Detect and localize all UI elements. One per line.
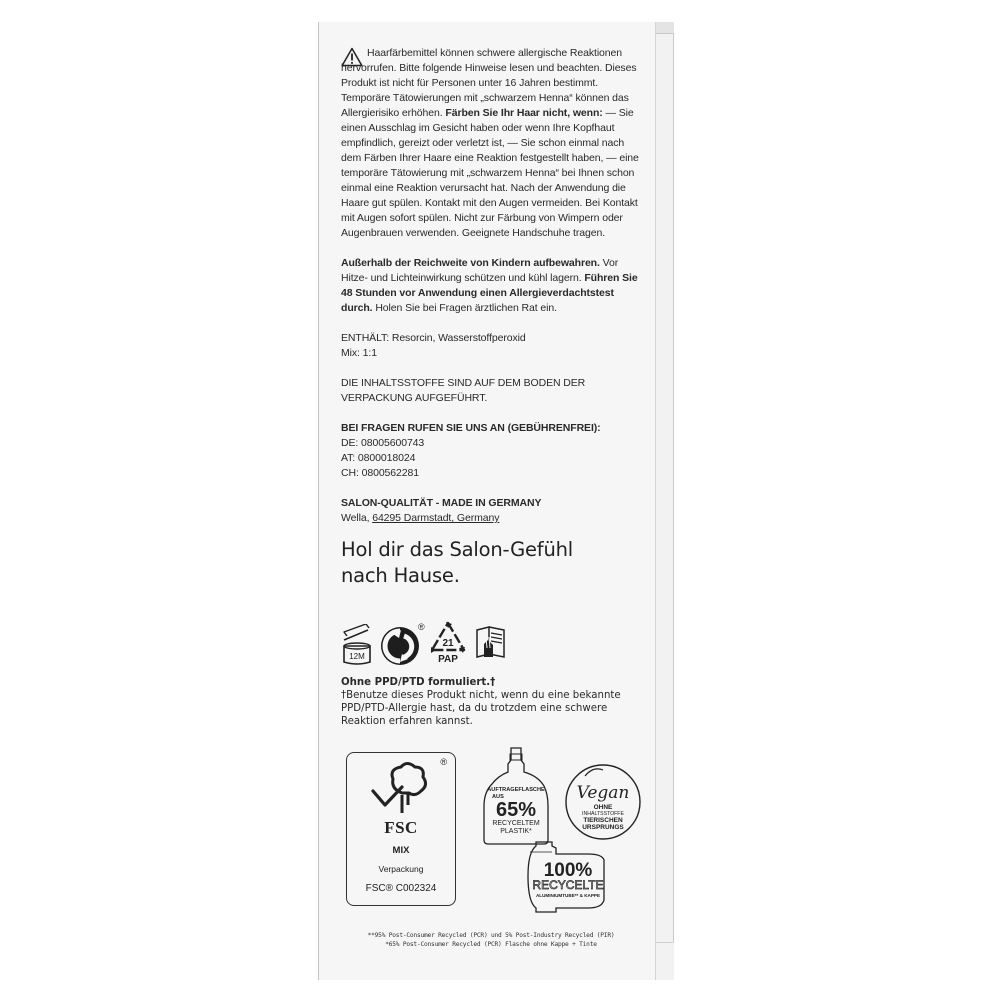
- fsc-tree-icon: [369, 761, 435, 817]
- vegan-badge: [563, 762, 643, 842]
- fsc-label: FSC: [384, 818, 418, 837]
- bottle-line2: AUS: [492, 794, 504, 800]
- open-jar-12m-icon: [340, 624, 374, 666]
- vegan-line1: OHNE: [593, 804, 613, 811]
- recycling-pap-icon: [428, 620, 468, 664]
- fsc-badge: [346, 752, 456, 906]
- registered-mark: ®: [418, 622, 425, 632]
- tube-line1: RECYCELTE: [532, 878, 604, 892]
- read-instructions-icon: [474, 624, 508, 660]
- mix-line: Mix: 1:1: [341, 347, 377, 359]
- bottle-percent: 65%: [495, 799, 537, 821]
- tube-percent: 100%: [543, 860, 593, 881]
- package-flap-bottom: [656, 942, 674, 980]
- recycled-tube-badge: [522, 838, 614, 914]
- package-side-flap: [656, 22, 674, 980]
- recycled-bottle-badge: [478, 744, 554, 848]
- address-link[interactable]: 64295 Darmstadt, Germany: [372, 512, 500, 524]
- pao-label: 12M: [349, 652, 365, 661]
- warning-paragraph: Haarfärbemittel können schwere allergische Reaktionen hervorrufen. Bitte folgende Hinweise lesen und beachten. Dieses Produkt ist nicht für Personen unter 16 Jahren bestimmt. Temporäre Tätowierungen mit „schwarzem Henna“ können das Allergierisiko erhöhen. Färben Sie Ihr Haar nicht, wenn: — Sie einen Ausschlag im Gesicht haben oder wenn Ihre Kopfhaut empfindlich, gereizt oder verletzt ist, — Sie schon einmal nach dem Färben Ihrer Haare eine Reaktion festgestellt haben, — eine temporäre Tätowierung mit „schwarzem Henna“ bei Ihnen schon einmal eine Reaktion verursacht hat. Nach der Anwendung die Haare gut spülen. Kontakt mit den Augen vermeiden. Bei Kontakt mit Augen sofort spülen. Nicht zur Färbung von Wimpern oder Augenbrauen verwenden. Geeignete Handschuhe tragen.: [341, 47, 639, 239]
- contact-ch: CH: 0800562281: [341, 467, 419, 479]
- recycle-code: 21: [442, 638, 454, 649]
- fsc-mix: MIX: [392, 845, 410, 856]
- vegan-line4: URSPRUNGS: [582, 824, 624, 831]
- vegan-word: Vegan: [576, 783, 630, 803]
- contact-heading: BEI FRAGEN RUFEN SIE UNS AN (GEBÜHRENFREI):: [341, 422, 601, 434]
- package-flap-top: [656, 22, 674, 34]
- ppd-notice: Ohne PPD/PTD formuliert.† †Benutze dieses Produkt nicht, wenn du eine bekannte PPD/PTD-Allergie hast, da du trotzdem eine schwere Reaktion erfahren kannst.: [341, 677, 621, 727]
- fsc-verpackung: Verpackung: [378, 864, 424, 874]
- package-text: [341, 46, 641, 526]
- contact-de: DE: 08005600743: [341, 437, 425, 449]
- vegan-line3: TIERISCHEN: [583, 817, 623, 824]
- vegan-line2: INHALTSSTOFFE: [582, 811, 624, 817]
- recycle-material: PAP: [438, 654, 458, 664]
- manufacturer-address: Wella, 64295 Darmstadt, Germany: [341, 512, 500, 524]
- bottle-line3: RECYCELTEM: [492, 820, 540, 827]
- ingredients-note: DIE INHALTSSTOFFE SIND AUF DEM BODEN DER VERPACKUNG AUFGEFÜHRT.: [341, 377, 586, 404]
- storage-paragraph: Außerhalb der Reichweite von Kindern aufbewahren. Vor Hitze- und Lichteinwirkung schützen und kühl lagern. Führen Sie 48 Stunden vor Anwendung einen Allergieverdachtstest durch. Holen Sie bei Fragen ärztlichen Rat ein.: [341, 257, 638, 314]
- green-dot-icon: [380, 626, 420, 666]
- tube-line2: ALUMINIUMTUBE** & KAPPE: [535, 893, 601, 898]
- fsc-code: FSC® C002324: [365, 883, 437, 894]
- made-in-heading: SALON-QUALITÄT - MADE IN GERMANY: [341, 497, 542, 509]
- fsc-registered: ®: [440, 757, 447, 767]
- contact-at: AT: 0800018024: [341, 452, 416, 464]
- footnote: **95% Post-Consumer Recycled (PCR) und 5% Post-Industry Recycled (PIR) *65% Post-Consumer Recycled (PCR) Flasche ohne Kappe + Tinte: [367, 932, 615, 948]
- bottle-line1: AUFTRAGEFLASCHE: [487, 787, 545, 793]
- bottle-line4: PLASTIK*: [500, 828, 532, 835]
- headline: Hol dir das Salon-Gefühl nach Hause.: [341, 538, 573, 587]
- contains-line: ENTHÄLT: Resorcin, Wasserstoffperoxid: [341, 332, 526, 344]
- symbols-row: [340, 624, 540, 668]
